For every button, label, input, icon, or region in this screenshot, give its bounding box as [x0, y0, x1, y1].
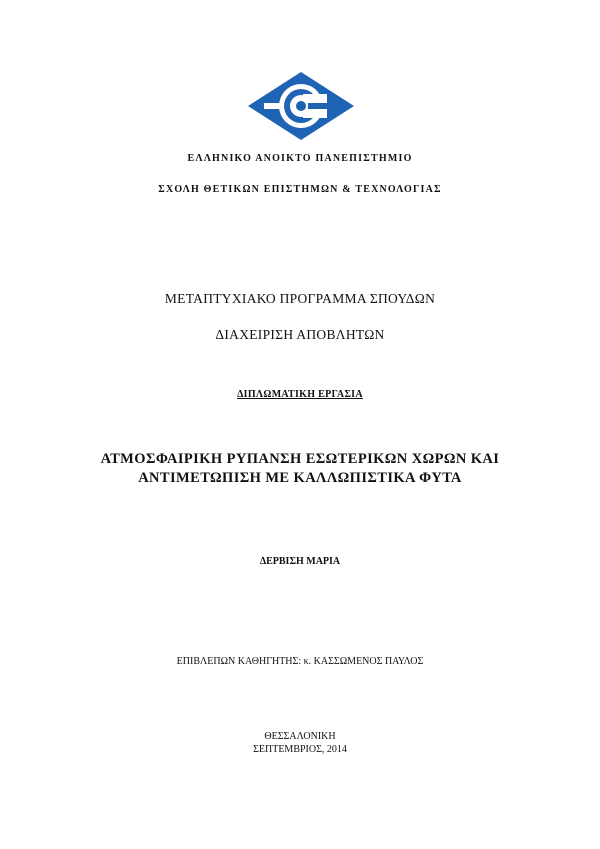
- author-name: ΔΕΡΒΙΣΗ ΜΑΡΙΑ: [259, 556, 341, 567]
- date-line: ΣΕΠΤΕΜΒΡΙΟΣ, 2014: [253, 744, 347, 755]
- city-name: ΘΕΣΣΑΛΟΝΙΚΗ: [264, 731, 336, 742]
- thesis-title-line2: ΑΝΤΙΜΕΤΩΠΙΣΗ ΜΕ ΚΑΛΛΩΠΙΣΤΙΚΑ ΦΥΤΑ: [138, 470, 462, 486]
- specialty-name: ΔΙΑΧΕΙΡΙΣΗ ΑΠΟΒΛΗΤΩΝ: [215, 327, 385, 342]
- school-name: ΣΧΟΛΗ ΘΕΤΙΚΩΝ ΕΠΙΣΤΗΜΩΝ & ΤΕΧΝΟΛΟΓΙΑΣ: [158, 184, 442, 195]
- supervisor-line: ΕΠΙΒΛΕΠΩΝ ΚΑΘΗΓΗΤΗΣ: κ. ΚΑΣΣΩΜΕΝΟΣ ΠΑΥΛΟΣ: [176, 656, 424, 667]
- thesis-title-line1: ΑΤΜΟΣΦΑΙΡΙΚΗ ΡΥΠΑΝΣΗ ΕΣΩΤΕΡΙΚΩΝ ΧΩΡΩΝ ΚΑΙ: [100, 451, 500, 467]
- thesis-type-label: ΔΙΠΛΩΜΑΤΙΚΗ ΕΡΓΑΣΙΑ: [237, 389, 363, 400]
- eap-logo-icon: [246, 70, 356, 142]
- university-name: ΕΛΛΗΝΙΚΟ ΑΝΟΙΚΤΟ ΠΑΝΕΠΙΣΤΗΜΙΟ: [187, 153, 413, 164]
- program-name: ΜΕΤΑΠΤΥΧΙΑΚΟ ΠΡΟΓΡΑΜΜΑ ΣΠΟΥΔΩΝ: [164, 291, 436, 306]
